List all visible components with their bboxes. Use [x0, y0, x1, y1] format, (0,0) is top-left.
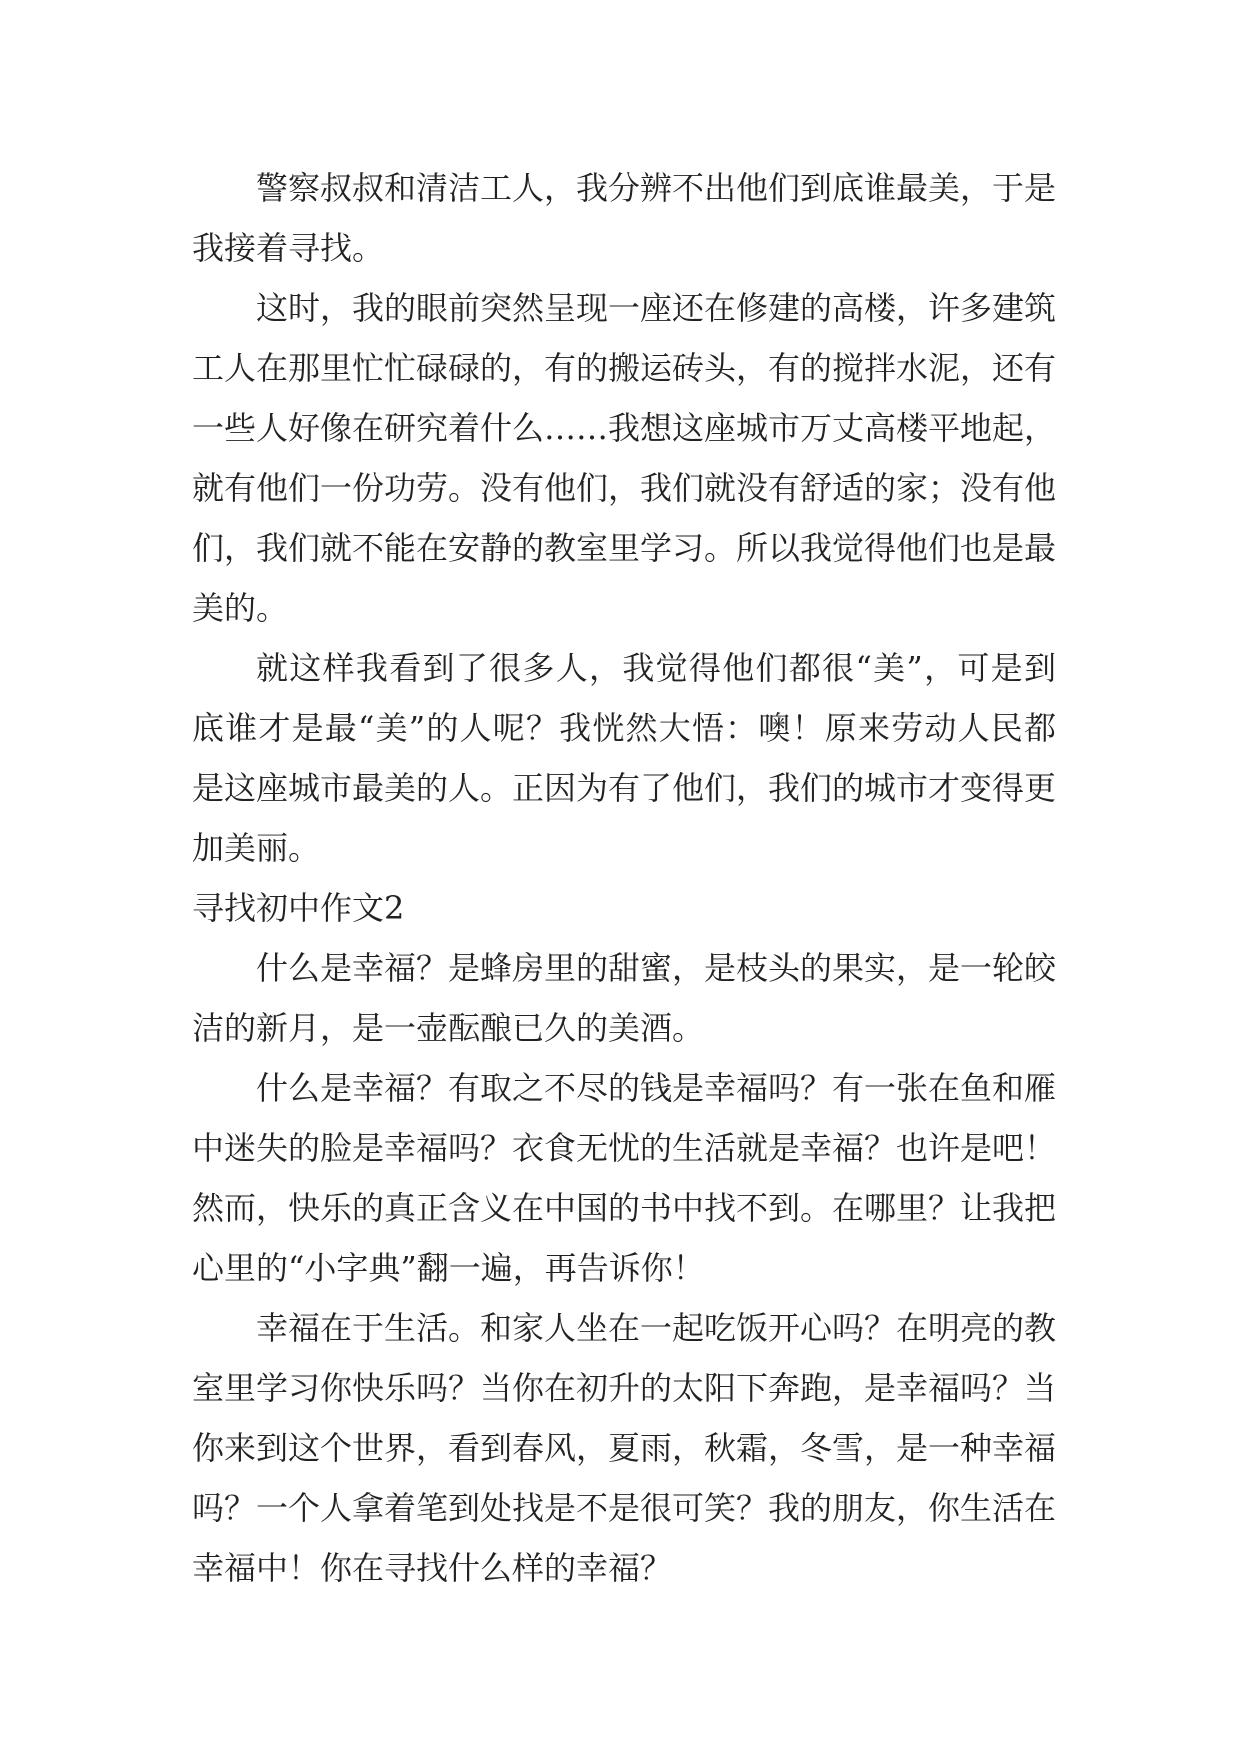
- paragraph: 这时，我的眼前突然呈现一座还在修建的高楼，许多建筑工人在那里忙忙碌碌的，有的搬运砖头，有的搅拌水泥，还有一些人好像在研究着什么……我想这座城市万丈高楼平地起，就有他们一份功劳。没有他们，我们就没有舒适的家；没有他们，我们就不能在安静的教室里学习。所以我觉得他们也是最美的。: [192, 289, 1057, 627]
- paragraph: 什么是幸福？有取之不尽的钱是幸福吗？有一张在鱼和雁中迷失的脸是幸福吗？衣食无忧的生活就是幸福？也许是吧！然而，快乐的真正含义在中国的书中找不到。在哪里？让我把心里的“小字典”翻一遍，再告诉你！: [192, 1069, 1057, 1287]
- essay-heading: 寻找初中作文2: [192, 889, 405, 927]
- paragraph: 什么是幸福？是蜂房里的甜蜜，是枝头的果实，是一轮皎洁的新月，是一壶酝酿已久的美酒。: [192, 949, 1057, 1047]
- paragraph: 就这样我看到了很多人，我觉得他们都很“美”，可是到底谁才是最“美”的人呢？我恍然大悟：噢！原来劳动人民都是这座城市最美的人。正因为有了他们，我们的城市才变得更加美丽。: [192, 649, 1057, 867]
- paragraph: 幸福在于生活。和家人坐在一起吃饭开心吗？在明亮的教室里学习你快乐吗？当你在初升的太阳下奔跑，是幸福吗？当你来到这个世界，看到春风，夏雨，秋霜，冬雪，是一种幸福吗？一个人拿着笔到处找是不是很可笑？我的朋友，你生活在幸福中！你在寻找什么样的幸福？: [192, 1309, 1057, 1587]
- paragraph: 警察叔叔和清洁工人，我分辨不出他们到底谁最美，于是我接着寻找。: [192, 169, 1057, 267]
- document-page: [192, 158, 1056, 1598]
